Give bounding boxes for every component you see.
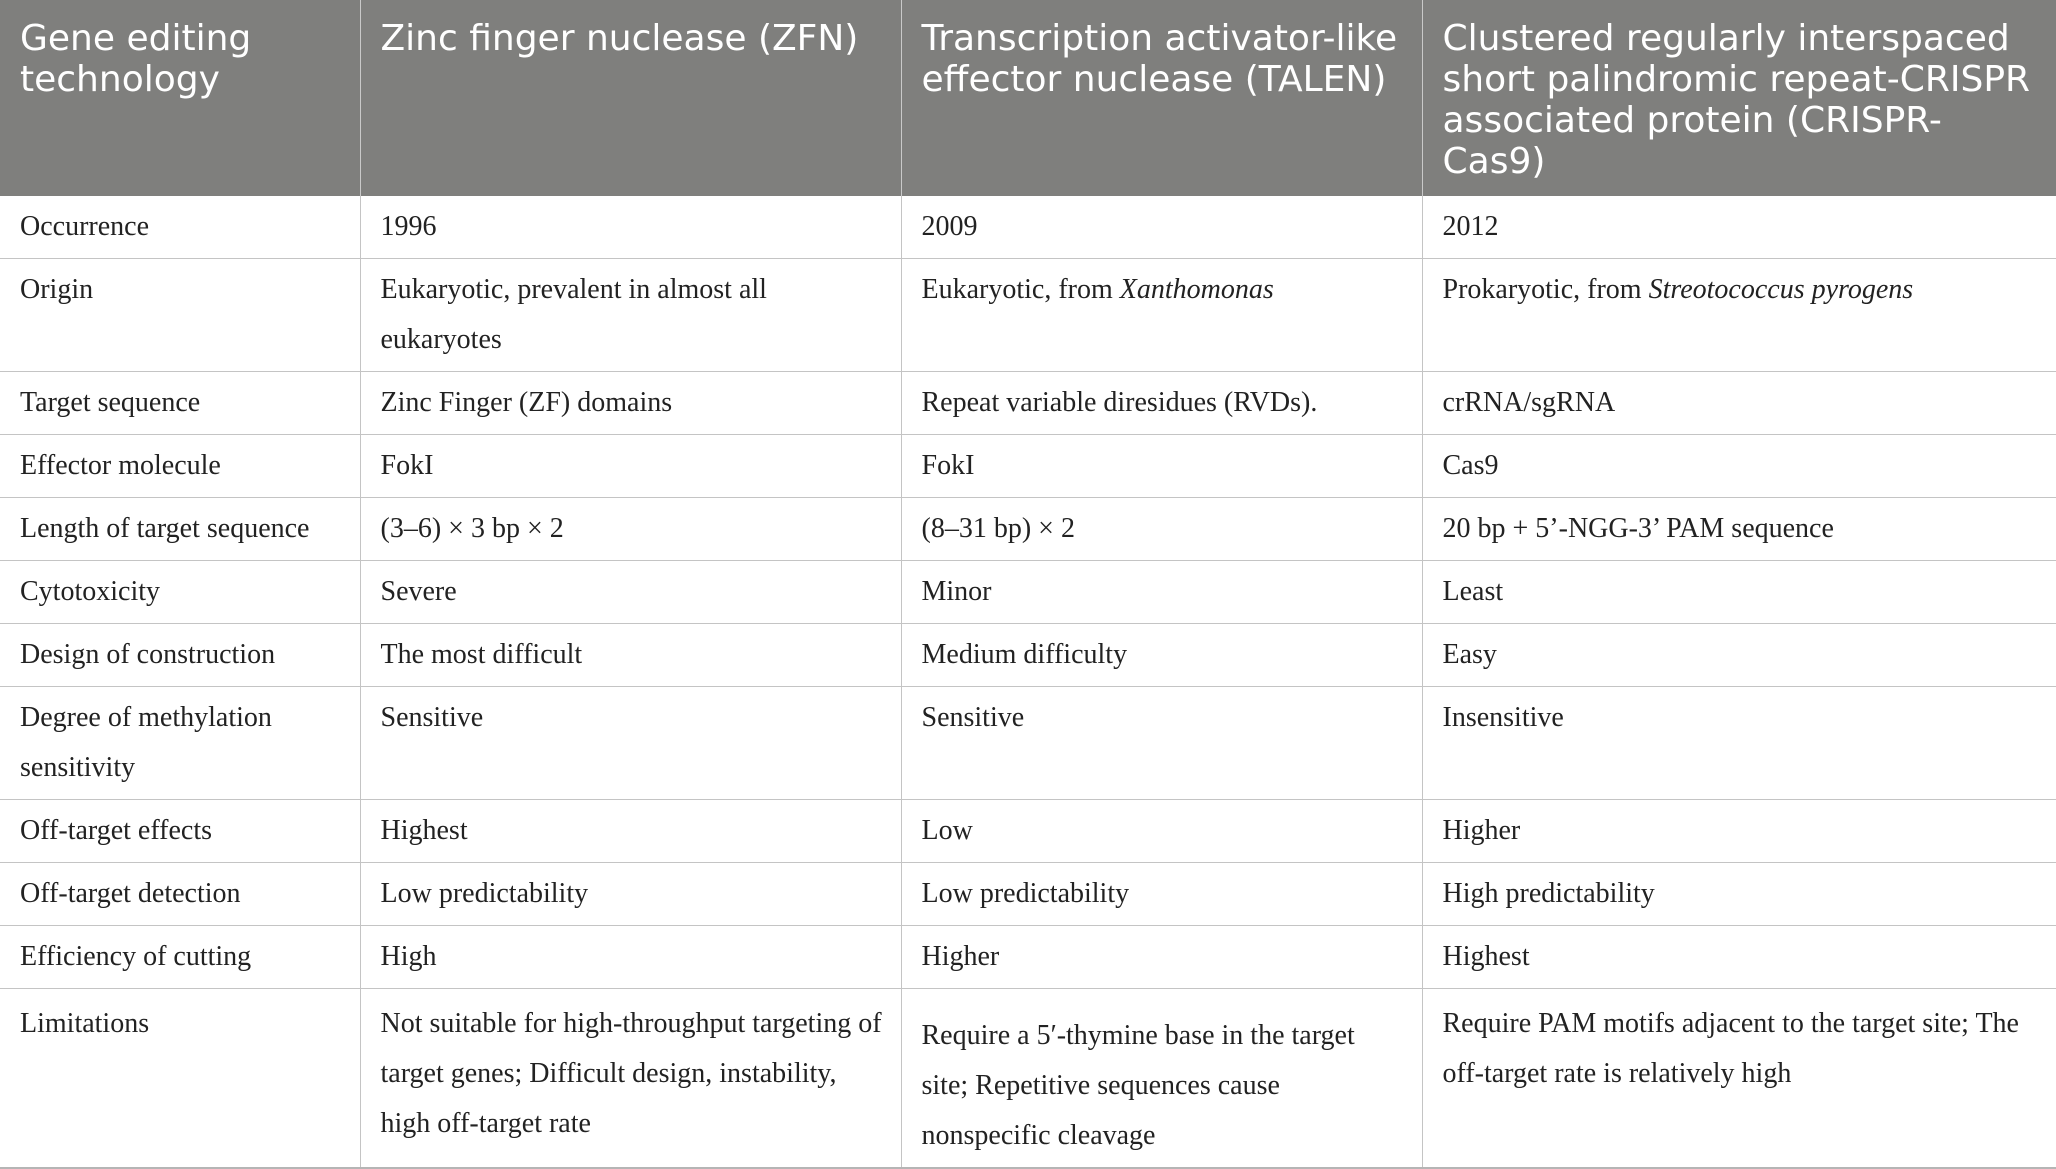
cell-zfn: Low predictability [360,863,901,926]
cell-crispr: Require PAM motifs adjacent to the target site; The off-target rate is relatively high [1422,989,2056,1169]
header-technology: Gene editing technology [0,0,360,196]
row-label: Effector molecule [0,435,360,498]
cell-zfn: Not suitable for high-throughput targeting of target genes; Difficult design, instability, high off-target rate [360,989,901,1169]
cell-text: Eukaryotic, from [921,274,1120,305]
cell-crispr: Higher [1422,800,2056,863]
cell-crispr [1422,259,2056,372]
table-row-target-sequence [0,372,2056,435]
cell-zfn: Severe [360,561,901,624]
cell-zfn: Sensitive [360,687,901,800]
row-label: Limitations [0,989,360,1169]
row-label: Occurrence [0,196,360,259]
header-crispr: Clustered regularly interspaced short palindromic repeat-CRISPR associated protein (CRISPR-Cas9) [1422,0,2056,196]
cell-crispr: Highest [1422,926,2056,989]
table-row-limitations [0,989,2056,1169]
cell-zfn: High [360,926,901,989]
cell-crispr: Easy [1422,624,2056,687]
cell-talen: Minor [901,561,1422,624]
row-label: Off-target effects [0,800,360,863]
cell-talen: Require a 5′-thymine base in the target site; Repetitive sequences cause nonspecific cleavage [901,989,1422,1169]
cell-crispr: Insensitive [1422,687,2056,800]
cell-text: Prokaryotic, from [1442,274,1649,305]
row-label: Degree of methylation sensitivity [0,687,360,800]
organism-name: Xanthomonas [1119,274,1274,305]
cell-talen: FokI [901,435,1422,498]
table-row-design-construction [0,624,2056,687]
table-row-methylation-sensitivity [0,687,2056,800]
row-label: Target sequence [0,372,360,435]
cell-crispr: 2012 [1422,196,2056,259]
table-row-off-target-effects [0,800,2056,863]
table-row-off-target-detection [0,863,2056,926]
cell-zfn: 1996 [360,196,901,259]
cell-talen: 2009 [901,196,1422,259]
cell-crispr: High predictability [1422,863,2056,926]
cell-talen: Repeat variable diresidues (RVDs). [901,372,1422,435]
header-talen: Transcription activator-like effector nuclease (TALEN) [901,0,1422,196]
cell-talen: Higher [901,926,1422,989]
cell-zfn: The most difficult [360,624,901,687]
cell-crispr: Least [1422,561,2056,624]
cell-talen: (8–31 bp) × 2 [901,498,1422,561]
organism-name: Streotococcus pyrogens [1648,274,1914,305]
row-label: Off-target detection [0,863,360,926]
row-label: Origin [0,259,360,372]
row-label: Length of target sequence [0,498,360,561]
cell-zfn: Highest [360,800,901,863]
cell-talen: Medium difficulty [901,624,1422,687]
table-row-efficiency-cutting [0,926,2056,989]
table-row-effector-molecule [0,435,2056,498]
cell-crispr: Cas9 [1422,435,2056,498]
cell-crispr: 20 bp + 5’-NGG-3’ PAM sequence [1422,498,2056,561]
cell-zfn: FokI [360,435,901,498]
row-label: Design of construction [0,624,360,687]
cell-zfn: Zinc Finger (ZF) domains [360,372,901,435]
cell-talen: Low [901,800,1422,863]
header-row [0,0,2056,196]
header-zfn: Zinc finger nuclease (ZFN) [360,0,901,196]
cell-zfn: Eukaryotic, prevalent in almost all eukaryotes [360,259,901,372]
table-row-origin [0,259,2056,372]
cell-talen: Sensitive [901,687,1422,800]
row-label: Cytotoxicity [0,561,360,624]
table-row-cytotoxicity [0,561,2056,624]
table-row-occurrence [0,196,2056,259]
cell-zfn: (3–6) × 3 bp × 2 [360,498,901,561]
cell-talen: Low predictability [901,863,1422,926]
cell-talen [901,259,1422,372]
table-row-length-target-sequence [0,498,2056,561]
cell-crispr: crRNA/sgRNA [1422,372,2056,435]
row-label: Efficiency of cutting [0,926,360,989]
